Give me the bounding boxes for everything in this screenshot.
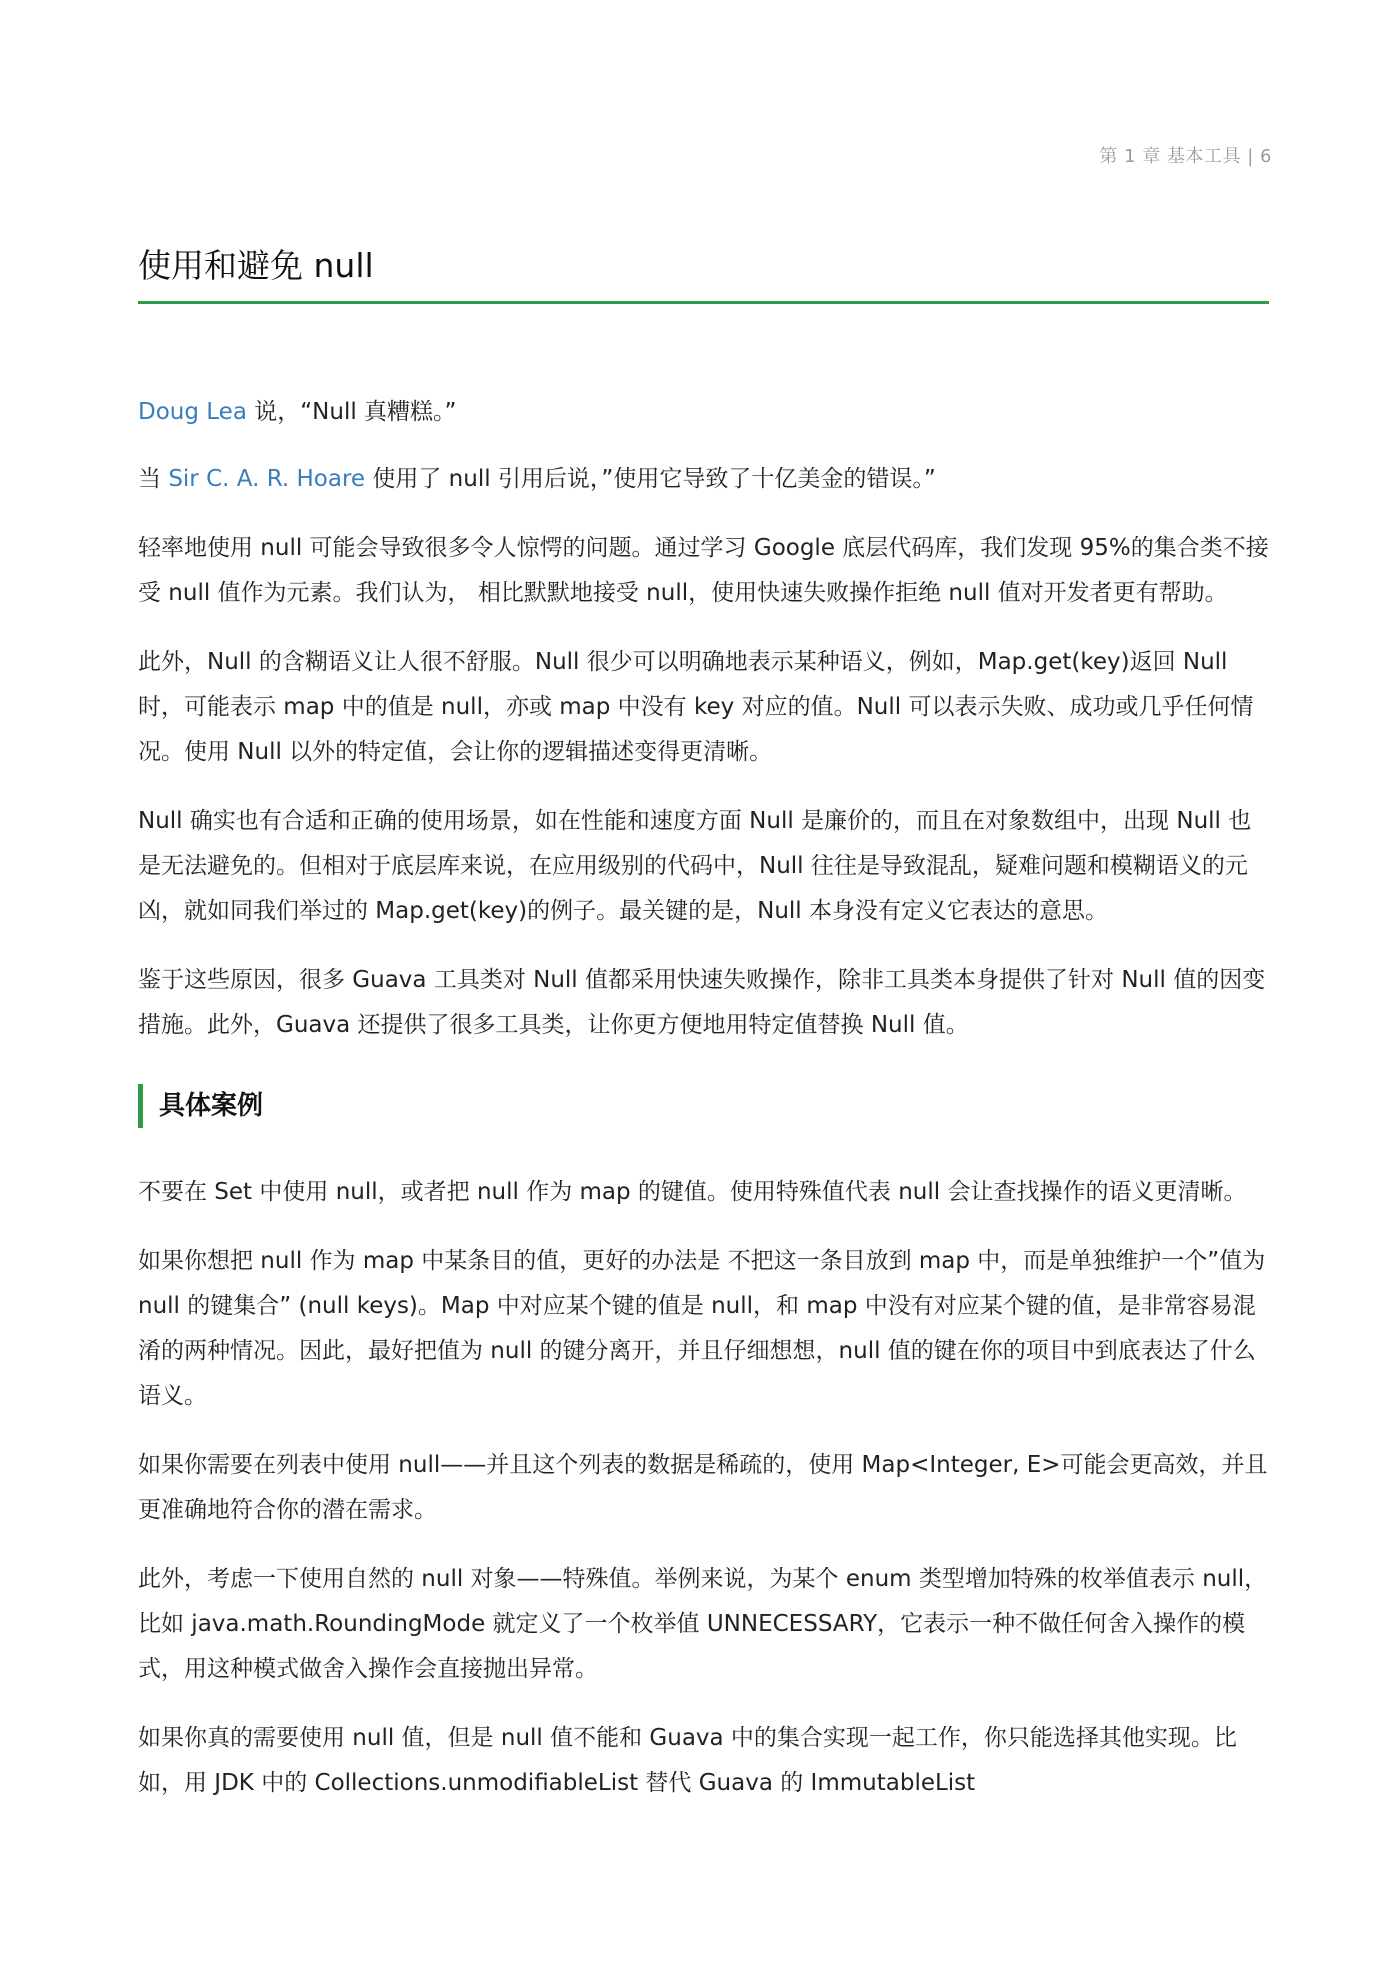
link-doug-lea[interactable]: Doug Lea — [138, 399, 247, 425]
paragraph: 鉴于这些原因，很多 Guava 工具类对 Null 值都采用快速失败操作，除非工具类本身提供了针对 Null 值的因变措施。此外，Guava 还提供了很多工具类，让你更方便地用特定值替换 Null 值。 — [138, 967, 1266, 1038]
chapter-title: 使用和避免 null — [138, 240, 1269, 304]
paragraph: 如果你需要在列表中使用 null——并且这个列表的数据是稀疏的，使用 Map<Integer, E>可能会更高效，并且更准确地符合你的潜在需求。 — [138, 1452, 1268, 1523]
quote-hoare-text: 使用了 null 引用后说，”使用它导致了十亿美金的错误。” — [365, 466, 936, 492]
paragraph: 不要在 Set 中使用 null，或者把 null 作为 map 的键值。使用特殊值代表 null 会让查找操作的语义更清晰。 — [138, 1179, 1247, 1205]
paragraph: 如果你想把 null 作为 map 中某条目的值，更好的办法是 不把这一条目放到 map 中，而是单独维护一个”值为 null 的键集合” (null keys)。Map 中对应某个键的值是 null，和 map 中没有对应某个键的值，是非常容易混淆的两种情况。因此，最好把值为 null 的键分离开，并且仔细想想，null 值的键在你的项目中到底表达了什么语义。 — [138, 1248, 1266, 1409]
paragraph: 此外，Null 的含糊语义让人很不舒服。Null 很少可以明确地表示某种语义，例如，Map.get(key)返回 Null 时，可能表示 map 中的值是 null，亦或 map 中没有 key 对应的值。Null 可以表示失败、成功或几乎任何情况。使用 Null 以外的特定值，会让你的逻辑描述变得更清晰。 — [138, 649, 1254, 765]
quote-hoare — [138, 457, 1273, 502]
page-content — [138, 390, 1273, 1830]
quote-doug-lea — [138, 390, 1273, 435]
paragraph: 此外，考虑一下使用自然的 null 对象——特殊值。举例来说，为某个 enum 类型增加特殊的枚举值表示 null，比如 java.math.RoundingMode 就定义了一个枚举值 UNNECESSARY，它表示一种不做任何舍入操作的模式，用这种模式做舍入操作会直接抛出异常。 — [138, 1566, 1268, 1682]
paragraph: Null 确实也有合适和正确的使用场景，如在性能和速度方面 Null 是廉价的，而且在对象数组中，出现 Null 也是无法避免的。但相对于底层库来说，在应用级别的代码中，Null 往往是导致混乱，疑难问题和模糊语义的元凶，就如同我们举过的 Map.get(key)的例子。最关键的是，Null 本身没有定义它表达的意思。 — [138, 808, 1252, 924]
link-hoare[interactable]: Sir C. A. R. Hoare — [168, 466, 366, 492]
section-heading: 具体案例 — [138, 1084, 1273, 1128]
paragraph: 如果你真的需要使用 null 值，但是 null 值不能和 Guava 中的集合实现一起工作，你只能选择其他实现。比如，用 JDK 中的 Collections.unmodifiableList 替代 Guava 的 ImmutableList — [138, 1725, 1237, 1796]
quote-hoare-prefix: 当 — [138, 466, 169, 492]
paragraph: 轻率地使用 null 可能会导致很多令人惊愕的问题。通过学习 Google 底层代码库，我们发现 95%的集合类不接受 null 值作为元素。我们认为， 相比默默地接受 null，使用快速失败操作拒绝 null 值对开发者更有帮助。 — [138, 535, 1269, 606]
quote-doug-lea-text: 说，“Null 真糟糕。” — [246, 399, 457, 425]
running-header: 第 1 章 基本工具 | 6 — [1099, 146, 1272, 167]
